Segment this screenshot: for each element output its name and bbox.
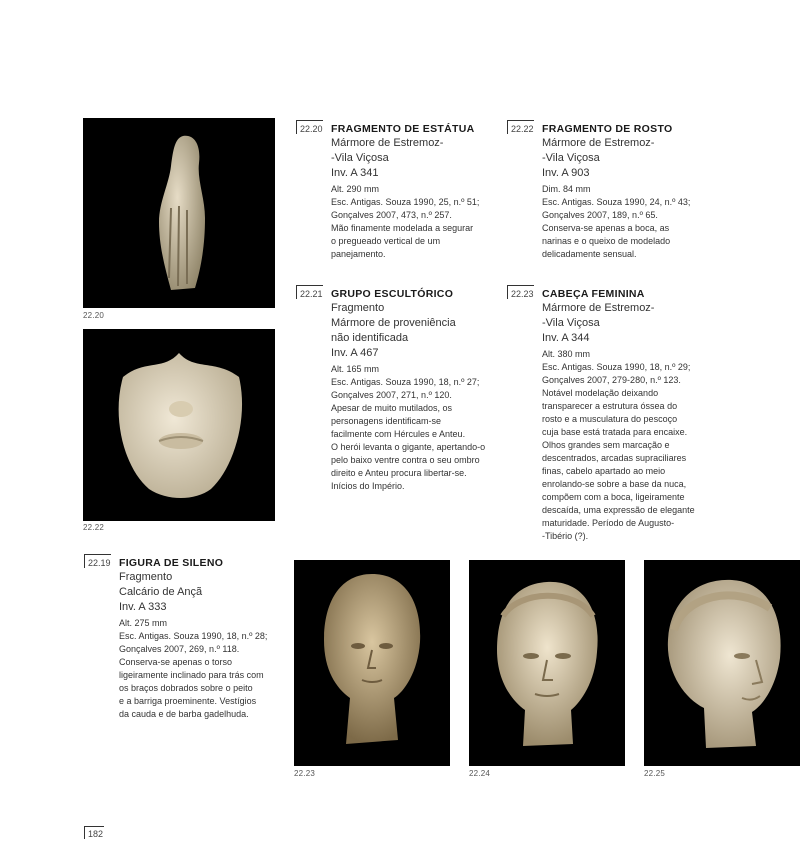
entry-material: -Vila Viçosa: [542, 152, 600, 164]
entry-subtitle: Fragmento: [331, 302, 385, 314]
entry-text-line: da cauda e de barba gadelhuda.: [119, 709, 249, 719]
entry-title: GRUPO ESCULTÓRICO: [331, 288, 454, 300]
photo-female-head-profile: [644, 560, 800, 766]
entry-text-line: os braços dobrados sobre o peito: [119, 683, 253, 693]
entry-text-line: Inícios do Império.: [331, 481, 405, 491]
entry-text-line: ligeiramente inclinado para trás com: [119, 670, 264, 680]
entry-text-line: Esc. Antigas. Souza 1990, 18, n.º 28;: [119, 631, 268, 641]
entry-text-line: descaída, uma expressão de elegante: [542, 505, 695, 515]
entry-text-line: -Tibério (?).: [542, 531, 589, 541]
entry-inventory: Inv. A 467: [331, 347, 379, 359]
entry-text-line: narinas e o queixo de modelado: [542, 236, 671, 246]
entry-text-line: Gonçalves 2007, 271, n.º 120.: [331, 390, 452, 400]
entry-material: Mármore de Estremoz-: [331, 137, 444, 149]
entry-text-line: Conserva-se apenas o torso: [119, 657, 233, 667]
entry-text-line: descentrados, arcadas supraciliares: [542, 453, 687, 463]
entry-number: 22.19: [84, 554, 111, 568]
entry-material: -Vila Viçosa: [542, 317, 600, 329]
photo-face-fragment: [83, 329, 275, 521]
entry-measure: Alt. 165 mm: [331, 364, 380, 374]
entry-text-line: Gonçalves 2007, 189, n.º 65.: [542, 210, 658, 220]
entry-text-line: Apesar de muito mutilados, os: [331, 403, 453, 413]
entry-text-line: maturidade. Período de Augusto-: [542, 518, 675, 528]
photo-male-head: [469, 560, 625, 766]
entry-text-line: panejamento.: [331, 249, 386, 259]
entry-text-line: Olhos grandes sem marcação e: [542, 440, 670, 450]
entry-measure: Dim. 84 mm: [542, 184, 591, 194]
entry-text-line: compõem com a boca, ligeiramente: [542, 492, 685, 502]
entry-measure: Alt. 275 mm: [119, 618, 168, 628]
caption-22-22: 22.22: [83, 523, 105, 532]
entry-text-line: direito e Anteu procura libertar-se.: [331, 468, 467, 478]
entry-text-line: e a barriga proeminente. Vestígios: [119, 696, 257, 706]
entry-number: 22.22: [507, 120, 534, 134]
entry-title: CABEÇA FEMININA: [542, 288, 645, 300]
entry-title: FIGURA DE SILENO: [119, 557, 224, 569]
male-head-image: [469, 560, 625, 766]
entry-title: FRAGMENTO DE ESTÁTUA: [331, 123, 475, 135]
entry-text-line: finas, cabelo apartado ao meio: [542, 466, 666, 476]
entry-material: -Vila Viçosa: [331, 152, 389, 164]
page-number: 182: [84, 826, 104, 839]
entry-text-line: personagens identificam-se: [331, 416, 442, 426]
photo-female-head: [294, 560, 450, 766]
entry-number: 22.21: [296, 285, 323, 299]
caption-22-24: 22.24: [469, 769, 491, 778]
female-head-image: [294, 560, 450, 766]
entry-text-line: Gonçalves 2007, 473, n.º 257.: [331, 210, 452, 220]
caption-22-23: 22.23: [294, 769, 316, 778]
entry-text-line: O herói levanta o gigante, apertando-o: [331, 442, 486, 452]
entry-text-line: cuja base está tratada para encaixe.: [542, 427, 688, 437]
entry-number: 22.20: [296, 120, 323, 134]
entry-title: FRAGMENTO DE ROSTO: [542, 123, 673, 135]
entry-text-line: pelo baixo ventre contra o seu ombro: [331, 455, 480, 465]
entry-text-line: enrolando-se sobre a base da nuca,: [542, 479, 687, 489]
entry-text-line: Gonçalves 2007, 279-280, n.º 123.: [542, 375, 681, 385]
caption-22-25: 22.25: [644, 769, 666, 778]
entry-inventory: Inv. A 344: [542, 332, 590, 344]
entry-text-line: rosto e a musculatura do pescoço: [542, 414, 678, 424]
entry-text-line: Gonçalves 2007, 269, n.º 118.: [119, 644, 240, 654]
entry-measure: Alt. 380 mm: [542, 349, 591, 359]
entry-text-line: Esc. Antigas. Souza 1990, 18, n.º 29;: [542, 362, 691, 372]
entry-text-line: Mão finamente modelada a segurar: [331, 223, 474, 233]
entry-text-line: Esc. Antigas. Souza 1990, 24, n.º 43;: [542, 197, 691, 207]
entry-material: não identificada: [331, 332, 409, 344]
entry-material: Mármore de Estremoz-: [542, 302, 655, 314]
entry-material: Calcário de Ançã: [119, 586, 203, 598]
entry-number: 22.23: [507, 285, 534, 299]
entry-inventory: Inv. A 333: [119, 601, 167, 613]
caption-22-20: 22.20: [83, 311, 105, 320]
entry-text-line: Notável modelação deixando: [542, 388, 659, 398]
entry-inventory: Inv. A 341: [331, 167, 379, 179]
statue-fragment-image: [83, 118, 275, 308]
entry-material: Mármore de Estremoz-: [542, 137, 655, 149]
entry-measure: Alt. 290 mm: [331, 184, 380, 194]
face-fragment-image: [83, 329, 275, 521]
female-head-profile-image: [644, 560, 800, 766]
entry-text-line: Esc. Antigas. Souza 1990, 25, n.º 51;: [331, 197, 480, 207]
entry-material: Mármore de proveniência: [331, 317, 456, 329]
entry-text-line: transparecer a estrutura óssea do: [542, 401, 678, 411]
photo-statue-fragment: [83, 118, 275, 308]
entry-text-line: Conserva-se apenas a boca, as: [542, 223, 670, 233]
entry-inventory: Inv. A 903: [542, 167, 590, 179]
entry-text-line: facilmente com Hércules e Anteu.: [331, 429, 466, 439]
entry-subtitle: Fragmento: [119, 571, 173, 583]
entry-text-line: Esc. Antigas. Souza 1990, 18, n.º 27;: [331, 377, 480, 387]
entry-text-line: delicadamente sensual.: [542, 249, 637, 259]
entry-text-line: o pregueado vertical de um: [331, 236, 441, 246]
